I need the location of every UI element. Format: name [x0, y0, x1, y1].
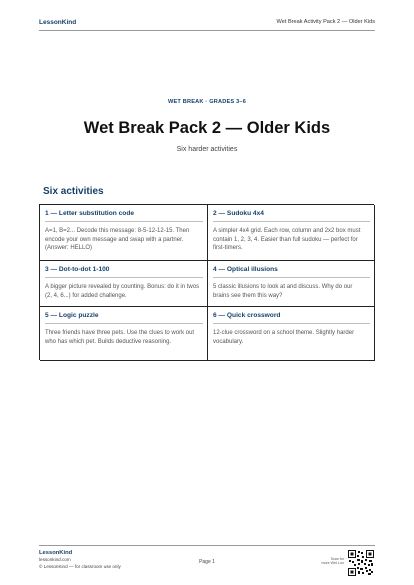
- header-brand: LessonKind: [39, 18, 77, 26]
- activity-card: [40, 205, 208, 261]
- activity-title: 3 — Dot-to-dot 1-100: [45, 266, 203, 278]
- activity-title: 6 — Quick crossword: [213, 312, 370, 324]
- header-document-title: Wet Break Activity Pack 2 — Older Kids: [276, 19, 375, 25]
- activity-description: 12-clue crossword on a school theme. Slightly harder vocabulary.: [213, 330, 355, 345]
- activity-description: A=1, B=2... Decode this message: 8-5-12-12-15. Then encode your own message and swap with a partner. (Answer: HELLO): [45, 228, 190, 252]
- activity-card: [40, 307, 208, 361]
- qr-code-icon: [348, 550, 374, 576]
- eyebrow-label: WET BREAK · GRADES 3–6: [167, 99, 247, 105]
- activity-description: A bigger picture revealed by counting. Bonus: do it in twos (2, 4, 6...) for added challenge.: [45, 284, 200, 299]
- footer-copyright: © LessonKind — for classroom use only: [39, 563, 121, 569]
- activity-card: [208, 307, 375, 361]
- activity-title: 1 — Letter substitution code: [45, 210, 203, 222]
- activity-description: Three friends have three pets. Use the clues to work out who has which pet. Builds deductive reasoning.: [45, 330, 195, 345]
- activity-card: [40, 261, 208, 307]
- activity-card: [208, 261, 375, 307]
- activities-heading: Six activities: [43, 186, 104, 197]
- activity-title: 4 — Optical illusions: [213, 266, 370, 278]
- activity-card: [208, 205, 375, 261]
- activities-grid: [39, 204, 374, 360]
- activity-title: 2 — Sudoku 4x4: [213, 210, 370, 222]
- qr-caption: [300, 557, 344, 566]
- activity-title: 5 — Logic puzzle: [45, 312, 203, 324]
- footer-divider: [39, 545, 375, 546]
- page-header: [39, 14, 375, 31]
- activity-description: A simpler 4x4 grid. Each row, column and 2x2 box must contain 1, 2, 3, 4. Easier than full sudoku — perfect for first-timers.: [213, 228, 361, 252]
- qr-caption-line: Scan for: [330, 557, 344, 561]
- footer-brand: LessonKind: [39, 550, 73, 556]
- page-subtitle: Six harder activities: [176, 146, 238, 153]
- activity-description: 5 classic illusions to look at and discuss. Why do our brains see them this way?: [213, 284, 353, 299]
- page-number: Page 1: [199, 559, 215, 565]
- footer-site-link[interactable]: lessonkind.com: [39, 557, 71, 562]
- page-title: Wet Break Pack 2 — Older Kids: [83, 119, 331, 137]
- qr-caption-line: more Wet Lun: [321, 561, 344, 566]
